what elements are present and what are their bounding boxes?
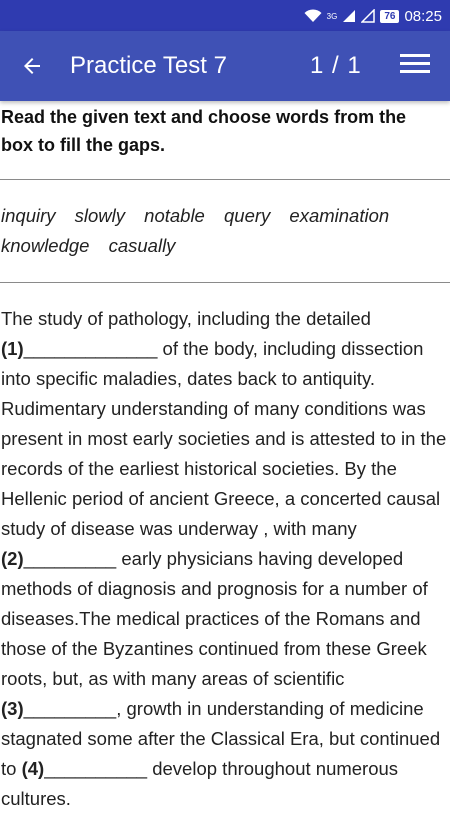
gap-3-blank[interactable]: _________ xyxy=(23,698,117,719)
back-button[interactable] xyxy=(16,50,48,82)
passage-segment: of the body, including dissection into specific maladies, dates back to antiquity. Rudimentary understanding of many conditions was present in most early societies and is attested to in the records of the earliest historical societies. By the Hellenic period of ancient Greece, a concerted causal study of disease was underway , with many xyxy=(1,338,447,539)
clock: 08:25 xyxy=(404,7,442,25)
status-bar xyxy=(0,0,450,31)
gap-4-blank[interactable]: __________ xyxy=(44,758,148,779)
word-option[interactable]: query xyxy=(224,205,271,226)
hamburger-menu-icon[interactable] xyxy=(400,54,430,78)
word-option[interactable]: casually xyxy=(108,235,176,256)
signal-icon-2 xyxy=(361,9,375,23)
test-content xyxy=(0,101,450,809)
gap-2-blank[interactable]: _________ xyxy=(23,548,117,569)
gap-3-number: (3) xyxy=(1,698,24,719)
word-box xyxy=(1,201,441,261)
instruction-text: Read the given text and choose words from the box to fill the gaps. xyxy=(1,107,407,155)
page-title: Practice Test 7 xyxy=(70,52,227,79)
gap-1-number: (1) xyxy=(1,338,24,359)
question-counter: 1 / 1 xyxy=(310,52,362,79)
network-type: 3G xyxy=(326,11,338,21)
passage-segment: early physicians having developed methods of diagnosis and prognosis for a number of diseases.The medical practices of the Romans and those of the Byzantines continued from these Greek roots, but, as with many areas of scientific xyxy=(1,548,428,689)
word-option[interactable]: notable xyxy=(144,205,205,226)
divider-top xyxy=(0,179,450,180)
gap-2-number: (2) xyxy=(1,548,24,569)
passage-segment: The study of pathology, including the detailed xyxy=(1,308,371,329)
arrow-left-icon xyxy=(20,54,44,78)
passage-text xyxy=(1,304,450,814)
battery-icon: 76 xyxy=(380,10,399,23)
divider-bottom xyxy=(0,282,450,283)
signal-icon xyxy=(342,9,356,23)
word-option[interactable]: slowly xyxy=(74,205,126,226)
gap-1-blank[interactable]: _____________ xyxy=(23,338,158,359)
wifi-icon xyxy=(304,9,322,23)
passage-segment: , growth in understanding of medicine stagnated some after the Classical Era, but continued to xyxy=(1,698,441,779)
word-option[interactable]: knowledge xyxy=(1,235,90,256)
word-option[interactable]: examination xyxy=(289,205,390,226)
passage-segment: develop throughout numerous cultures. xyxy=(1,758,399,809)
word-option[interactable]: inquiry xyxy=(1,205,56,226)
app-bar xyxy=(0,31,450,101)
gap-4-number: (4) xyxy=(21,758,45,779)
